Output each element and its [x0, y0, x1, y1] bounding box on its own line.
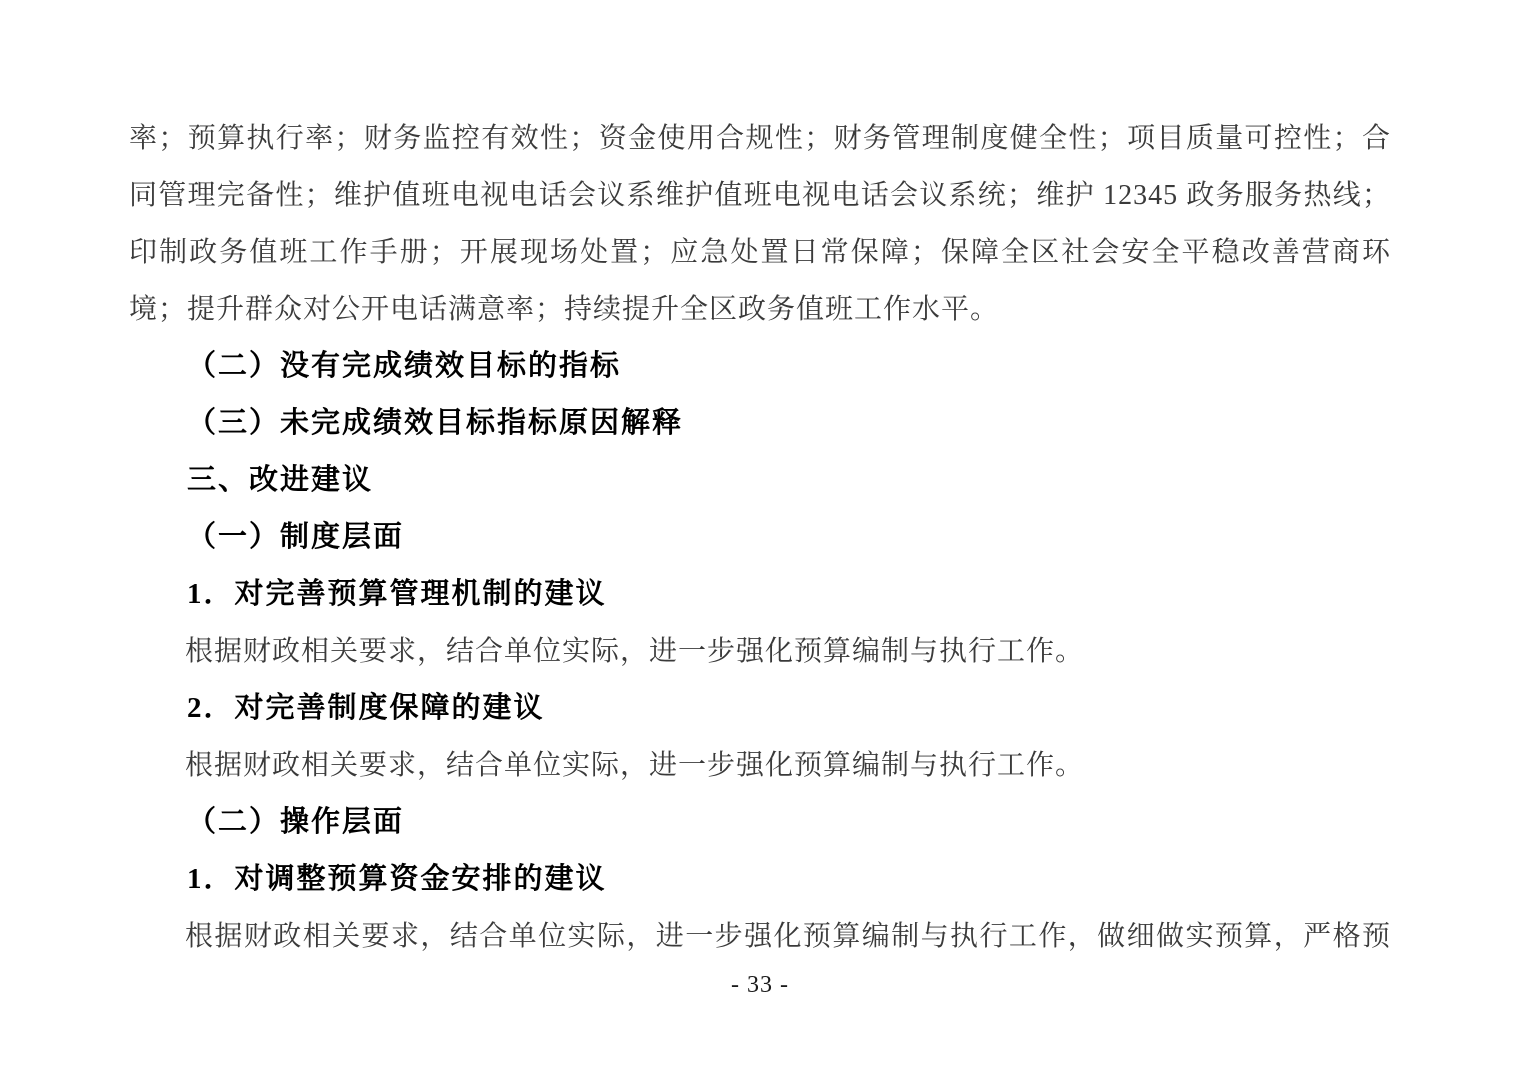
- heading-reason-explanation: （三）未完成绩效目标指标原因解释: [187, 407, 684, 439]
- paragraph-adjust-funds-line-1: 根据财政相关要求，结合单位实际，进一步强化预算编制与执行工作，做细做实预算，严格预: [185, 921, 1391, 952]
- overview-paragraph-line-4: 境；提升群众对公开电话满意率；持续提升全区政务值班工作水平。: [129, 294, 1000, 325]
- overview-paragraph-line-1: 率；预算执行率；财务监控有效性；资金使用合规性；财务管理制度健全性；项目质量可控性；合: [129, 123, 1391, 154]
- page-number: - 33 -: [731, 972, 789, 998]
- heading-budget-mechanism-suggestion: 1．对完善预算管理机制的建议: [187, 578, 607, 610]
- overview-paragraph-line-2: 同管理完备性；维护值班电视电话会议系维护值班电视电话会议系统；维护 12345 政务服务热线；: [129, 180, 1391, 211]
- paragraph-system-guarantee: 根据财政相关要求，结合单位实际，进一步强化预算编制与执行工作。: [185, 750, 1085, 781]
- heading-system-guarantee-suggestion: 2．对完善制度保障的建议: [187, 692, 545, 724]
- page-content: [129, 110, 1391, 965]
- heading-system-level: （一）制度层面: [187, 521, 405, 553]
- heading-unfinished-indicators: （二）没有完成绩效目标的指标: [187, 350, 622, 382]
- overview-paragraph-line-3: 印制政务值班工作手册；开展现场处置；应急处置日常保障；保障全区社会安全平稳改善营商环: [129, 237, 1391, 268]
- paragraph-budget-mechanism: 根据财政相关要求，结合单位实际，进一步强化预算编制与执行工作。: [185, 636, 1085, 667]
- heading-adjust-funds-suggestion: 1．对调整预算资金安排的建议: [187, 863, 607, 895]
- heading-operation-level: （二）操作层面: [187, 806, 405, 838]
- heading-improvement-suggestions: 三、改进建议: [187, 464, 374, 496]
